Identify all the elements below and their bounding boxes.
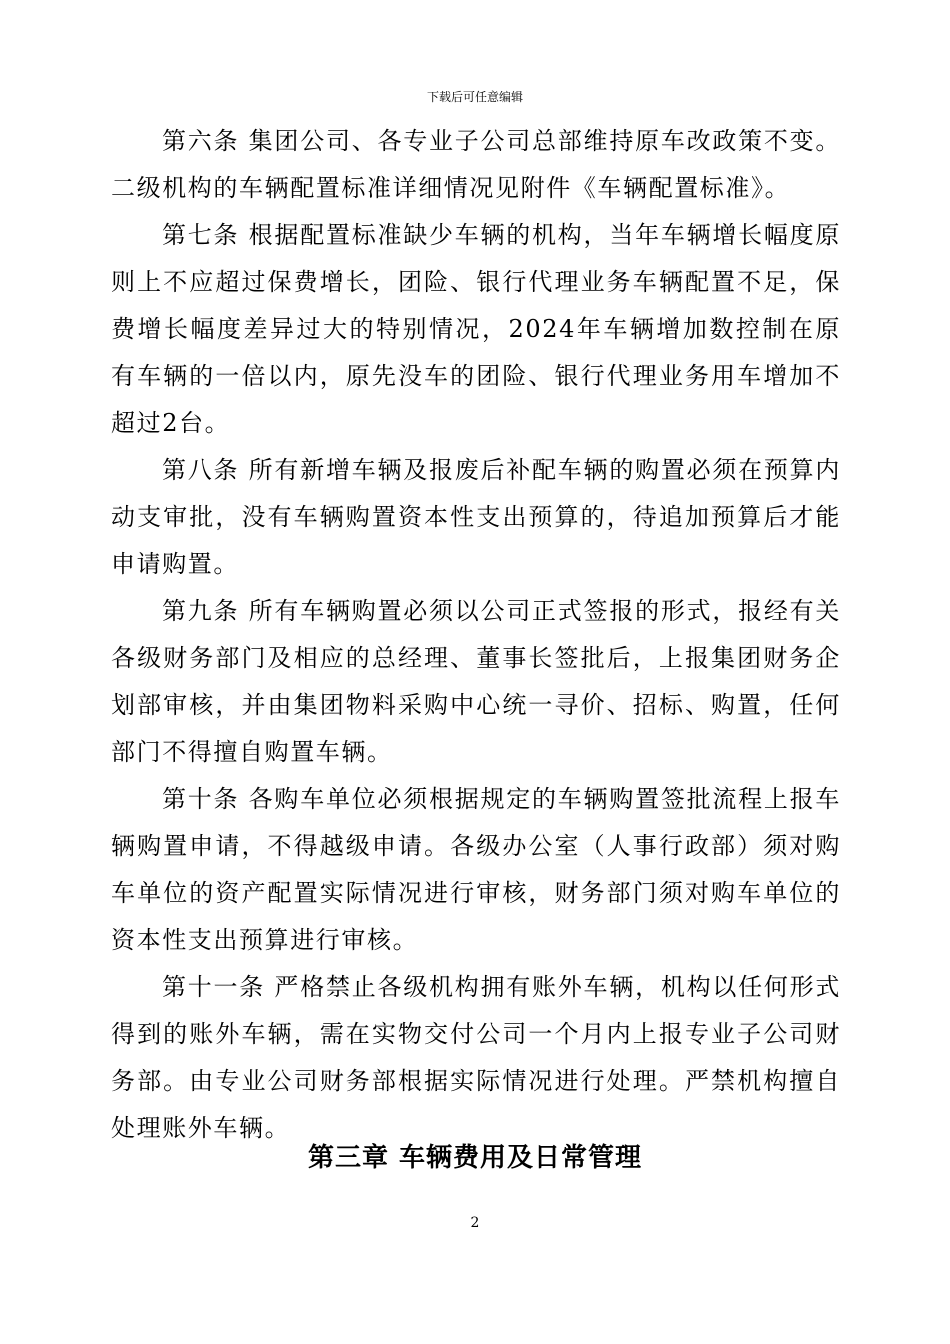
chapter-title: 第三章 车辆费用及日常管理 bbox=[307, 1143, 643, 1173]
article-7-paragraph: 第七条 根据配置标准缺少车辆的机构，当年车辆增长幅度原则上不应超过保费增长，团险、银行代理业务车辆配置不足，保费增长幅度差异过大的特别情况，2024年车辆增加数控制在原有车辆的一倍以内，原先没车的团险、银行代理业务用车增加不超过2台。 bbox=[111, 221, 841, 437]
article-6-paragraph: 第六条 集团公司、各专业子公司总部维持原车改政策不变。二级机构的车辆配置标准详细情况见附件《车辆配置标准》。 bbox=[111, 127, 841, 202]
article-9-paragraph: 第九条 所有车辆购置必须以公司正式签报的形式，报经有关各级财务部门及相应的总经理、董事长签批后，上报集团财务企划部审核，并由集团物料采购中心统一寻价、招标、购置，任何部门不得擅自购置车辆。 bbox=[111, 597, 841, 766]
article-11-paragraph: 第十一条 严格禁止各级机构拥有账外车辆，机构以任何形式得到的账外车辆，需在实物交付公司一个月内上报专业子公司财务部。由专业公司财务部根据实际情况进行处理。严禁机构擅自处理账外车辆。 bbox=[111, 973, 841, 1142]
header-note: 下载后可任意编辑 bbox=[426, 90, 523, 104]
page-number: 2 bbox=[470, 1215, 480, 1231]
article-8-paragraph: 第八条 所有新增车辆及报废后补配车辆的购置必须在预算内动支审批，没有车辆购置资本性支出预算的，待追加预算后才能申请购置。 bbox=[111, 456, 841, 578]
article-10-paragraph: 第十条 各购车单位必须根据规定的车辆购置签批流程上报车辆购置申请，不得越级申请。各级办公室（人事行政部）须对购车单位的资产配置实际情况进行审核，财务部门须对购车单位的资本性支出预算进行审核。 bbox=[111, 785, 841, 954]
body-text bbox=[111, 118, 841, 1152]
